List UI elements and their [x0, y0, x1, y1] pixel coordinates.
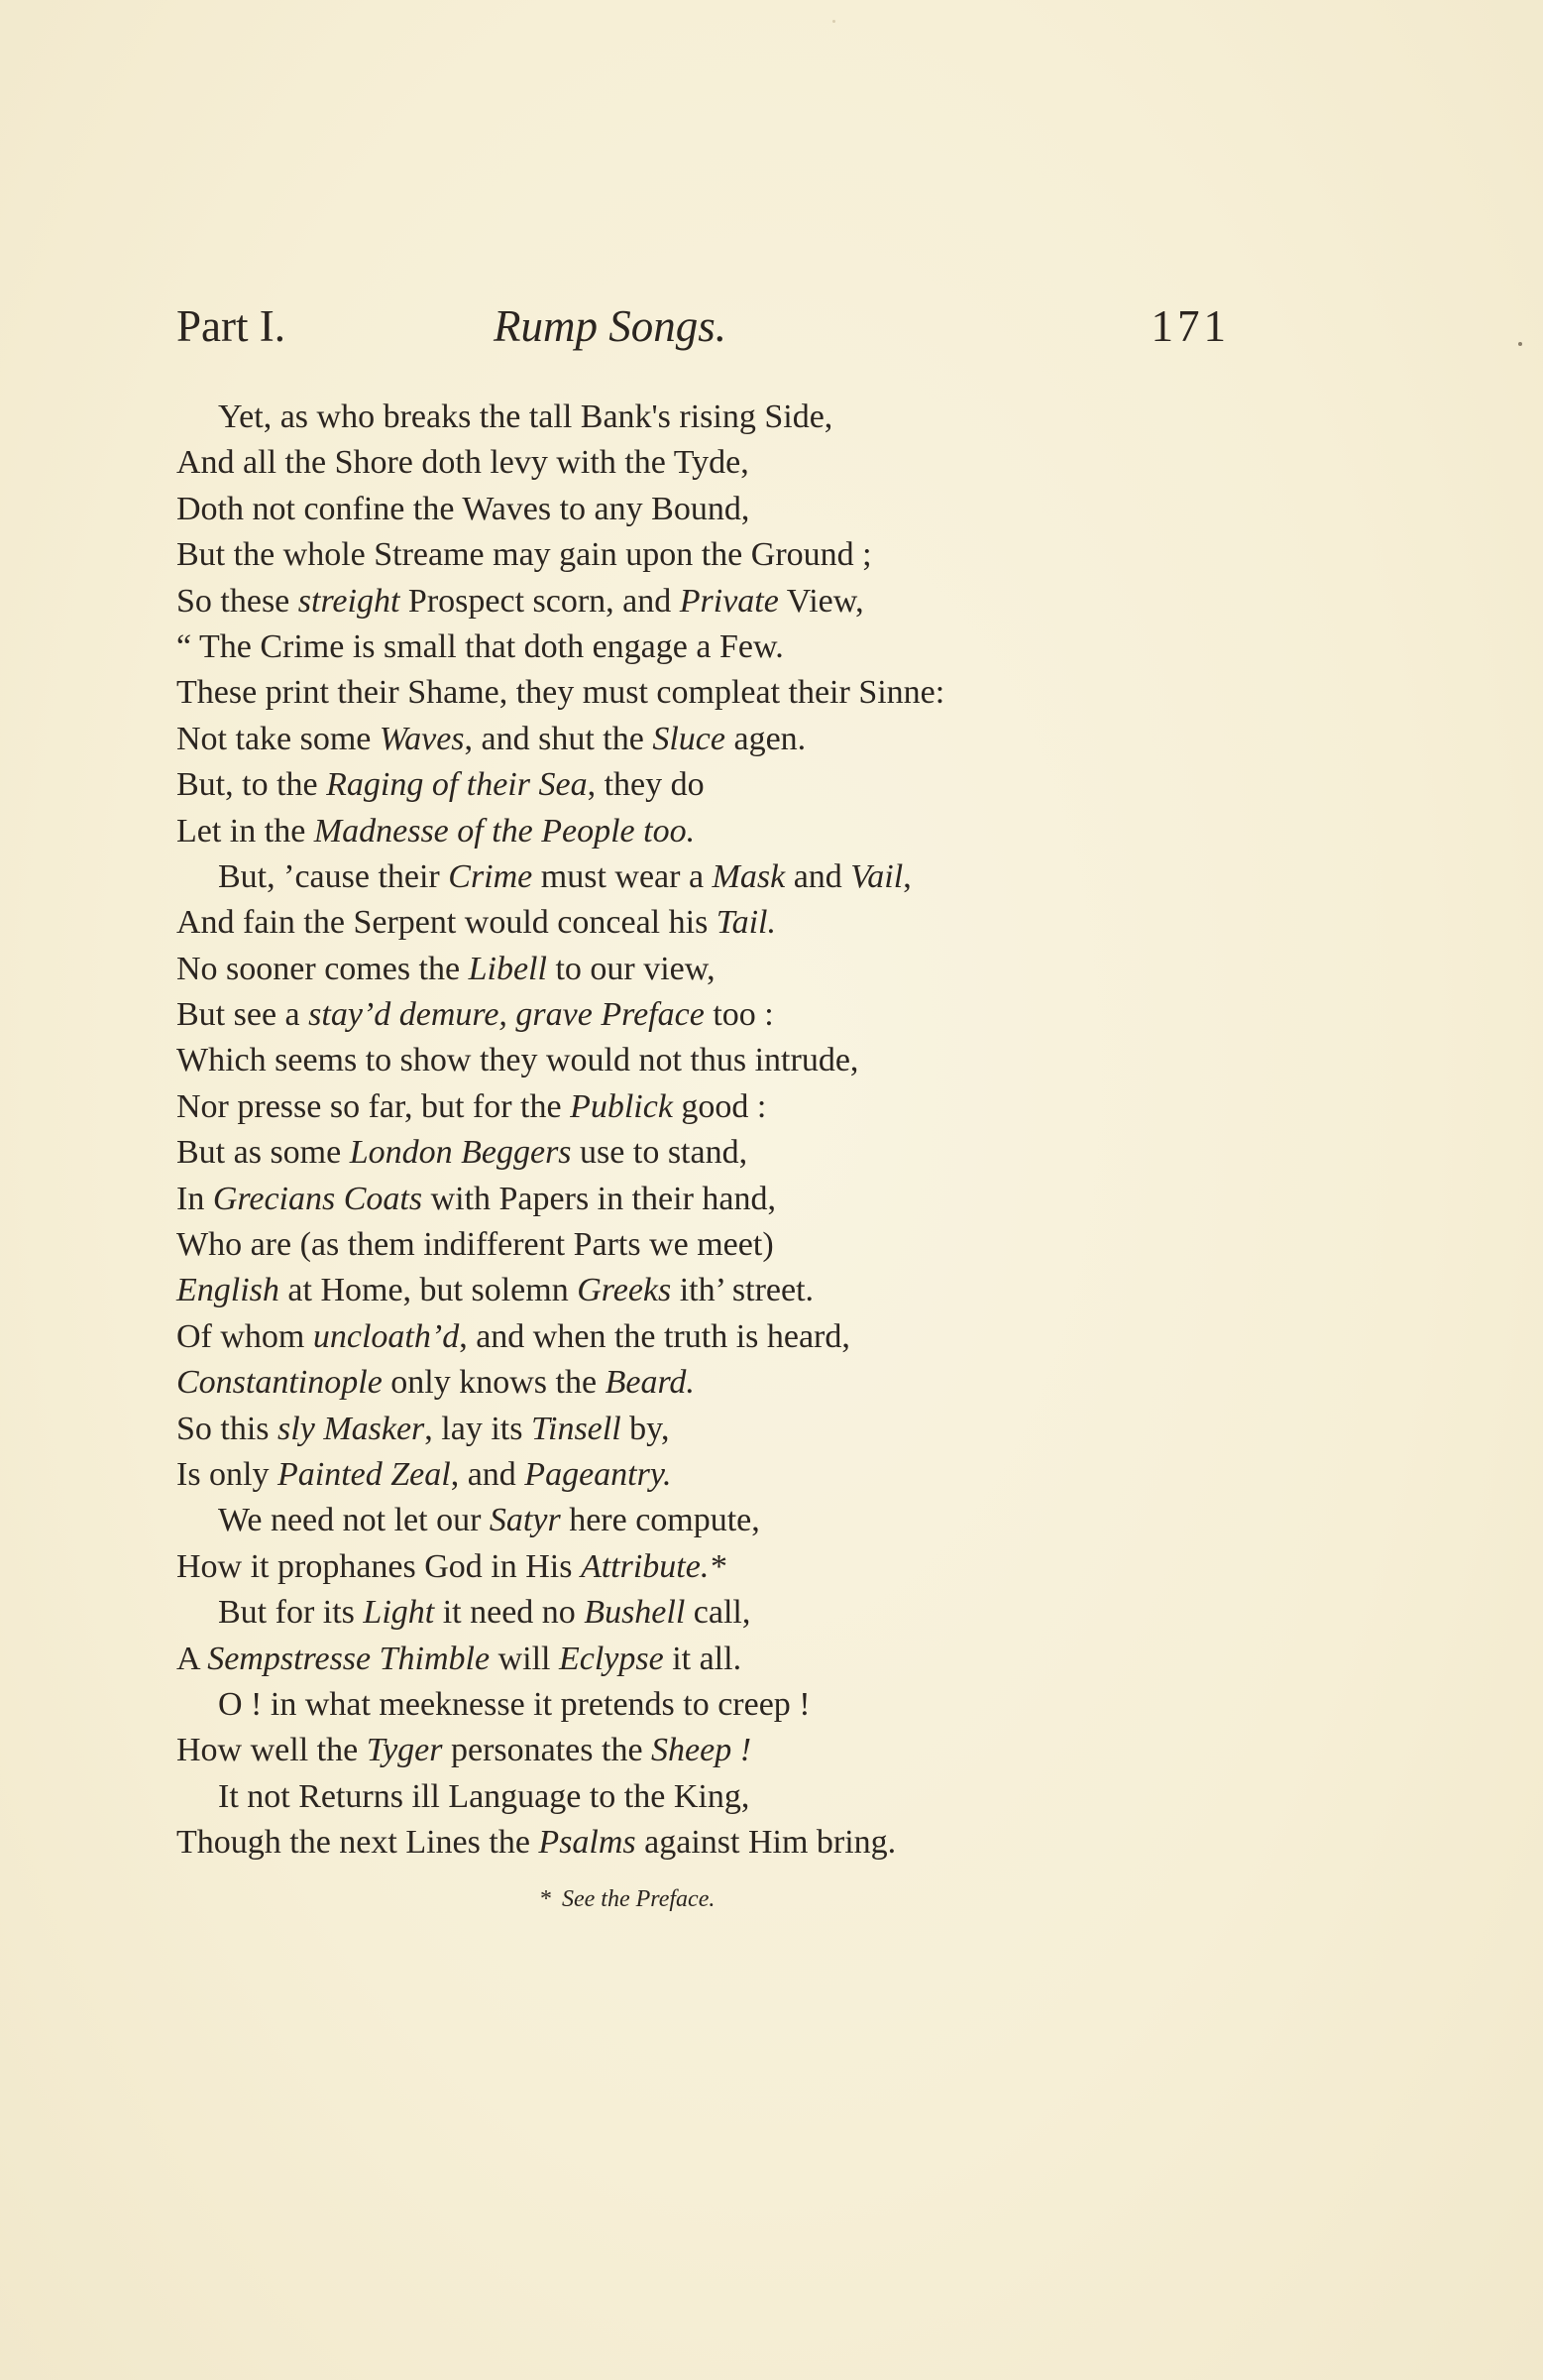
italic-text: Psalms — [538, 1824, 636, 1862]
italic-text: Publick — [570, 1087, 673, 1125]
line-text: Let in the — [176, 812, 314, 850]
line-text: personates the — [442, 1732, 652, 1769]
line-text: , and shut the — [464, 720, 653, 757]
line-text: We need not let our — [218, 1502, 490, 1539]
line-text: In — [176, 1180, 213, 1217]
line-text: But the whole Streame may gain upon the Ground ; — [176, 536, 872, 574]
italic-text: Sempstresse Thimble — [207, 1640, 491, 1677]
line-text: here compute, — [560, 1502, 760, 1539]
poem-line — [176, 809, 1167, 854]
poem-line — [176, 1452, 1167, 1498]
italic-text: London Beggers — [349, 1134, 572, 1172]
poem-line — [176, 1728, 1167, 1773]
line-text: , and — [450, 1455, 525, 1493]
running-title: Rump Songs. — [494, 301, 726, 351]
line-text: and — [785, 857, 851, 895]
italic-text: Libell — [468, 950, 547, 987]
italic-text: English — [176, 1272, 279, 1309]
footnote-marker: * — [540, 1886, 552, 1912]
italic-text: Eclypse — [558, 1640, 664, 1677]
line-text: “ The Crime is small that doth engage a Few. — [176, 627, 784, 665]
running-header — [176, 300, 1230, 370]
paper-speck — [1518, 342, 1522, 346]
part-label: Part I. — [176, 301, 285, 351]
line-text: Doth not confine the Waves to any Bound, — [176, 490, 750, 527]
poem-line — [176, 1177, 1167, 1222]
italic-text: Light — [363, 1594, 435, 1632]
poem-line — [176, 854, 1167, 900]
line-text: No sooner comes the — [176, 950, 469, 987]
poem-body — [176, 395, 1167, 1867]
line-text: will — [490, 1640, 559, 1677]
poem-line — [176, 992, 1167, 1038]
line-text: So these — [176, 582, 298, 620]
line-text: , — [903, 857, 912, 895]
poem-line — [176, 1774, 1167, 1820]
line-text: with Papers in their hand, — [422, 1180, 777, 1217]
italic-text: Vail — [850, 857, 904, 895]
line-text: Is only — [176, 1455, 277, 1493]
poem-line — [176, 670, 1167, 716]
line-text: And all the Shore doth levy with the Tyde, — [176, 444, 749, 482]
line-text: Nor presse so far, but for the — [176, 1087, 571, 1125]
poem-line — [176, 1222, 1167, 1268]
line-text: at Home, but solemn — [278, 1272, 578, 1309]
poem-line — [176, 1820, 1167, 1866]
italic-text: Pageantry. — [524, 1455, 672, 1493]
poem-line — [176, 1544, 1167, 1590]
poem-line — [176, 440, 1167, 486]
italic-text: Tinsell — [530, 1410, 621, 1447]
poem-line — [176, 762, 1167, 808]
italic-text: uncloath’d — [312, 1317, 460, 1355]
italic-text: Attribute.* — [580, 1547, 726, 1585]
poem-line — [176, 395, 1167, 440]
poem-line — [176, 1407, 1167, 1452]
line-text: View, — [778, 582, 864, 620]
line-text: it need no — [434, 1594, 585, 1632]
italic-text: Tail. — [716, 904, 776, 942]
italic-text: Constantinople — [176, 1364, 383, 1402]
line-text: But, ’cause their — [218, 857, 449, 895]
line-text: to our view, — [546, 950, 716, 987]
poem-line — [176, 717, 1167, 762]
italic-text: Private — [679, 582, 779, 620]
poem-line — [176, 1637, 1167, 1682]
poem-line — [176, 624, 1167, 670]
paper-speck — [832, 20, 835, 23]
italic-text: Satyr — [489, 1502, 561, 1539]
line-text: ith’ street. — [671, 1272, 815, 1309]
line-text: Not take some — [176, 720, 380, 757]
poem-line — [176, 1590, 1167, 1636]
line-text: How well the — [176, 1732, 367, 1769]
line-text: call, — [685, 1594, 751, 1632]
poem-line — [176, 1360, 1167, 1406]
line-text: Who are (as them indifferent Parts we meet) — [176, 1226, 774, 1264]
line-text: Though the next Lines the — [176, 1824, 539, 1862]
italic-text: Sheep ! — [651, 1732, 752, 1769]
line-text: O ! in what meeknesse it pretends to creep ! — [218, 1685, 811, 1723]
line-text: it all. — [663, 1640, 742, 1677]
poem-line — [176, 900, 1167, 946]
line-text: It not Returns ill Language to the King, — [218, 1777, 750, 1815]
italic-text: sly Masker — [277, 1410, 425, 1447]
poem-line — [176, 1682, 1167, 1728]
italic-text: Madnesse of the People too. — [313, 812, 696, 850]
poem-line — [176, 487, 1167, 532]
italic-text: Raging of their Sea — [326, 766, 588, 804]
poem-line — [176, 1268, 1167, 1313]
line-text: Of whom — [176, 1317, 313, 1355]
poem-line — [176, 579, 1167, 624]
line-text: good : — [672, 1087, 767, 1125]
footnote-text: See the Preface. — [562, 1886, 716, 1912]
line-text: , lay its — [424, 1410, 531, 1447]
line-text: But as some — [176, 1134, 350, 1172]
page-number: 171 — [1151, 301, 1230, 351]
italic-text: Sluce — [652, 720, 725, 757]
line-text: And fain the Serpent would conceal his — [176, 904, 716, 942]
poem-line — [176, 1498, 1167, 1543]
line-text: Yet, as who breaks the tall Bank's rising Side, — [218, 398, 833, 435]
poem-line — [176, 1130, 1167, 1176]
italic-text: Waves — [379, 720, 465, 757]
line-text: These print their Shame, they must compleat their Sinne: — [176, 674, 945, 712]
line-text: must wear a — [532, 857, 713, 895]
italic-text: Bushell — [584, 1594, 686, 1632]
poem-line — [176, 1084, 1167, 1130]
line-text: only knows the — [382, 1364, 606, 1402]
line-text: But for its — [218, 1594, 364, 1632]
italic-text: Grecians Coats — [212, 1180, 423, 1217]
italic-text: Painted Zeal — [277, 1455, 451, 1493]
line-text: use to stand, — [571, 1134, 748, 1172]
poem-line — [176, 947, 1167, 992]
line-text: , they do — [587, 766, 705, 804]
italic-text: Tyger — [366, 1732, 443, 1769]
line-text: How it prophanes God in His — [176, 1547, 581, 1585]
line-text: , and when the truth is heard, — [459, 1317, 850, 1355]
line-text: against Him bring. — [635, 1824, 897, 1862]
poem-line — [176, 532, 1167, 578]
line-text: agen. — [724, 720, 807, 757]
line-text: Which seems to show they would not thus intrude, — [176, 1042, 859, 1079]
italic-text: streight — [297, 582, 400, 620]
italic-text: Crime — [448, 857, 533, 895]
italic-text: Beard. — [605, 1364, 695, 1402]
line-text: A — [176, 1640, 208, 1677]
italic-text: stay’d demure, grave Preface — [308, 996, 705, 1034]
line-text: So this — [176, 1410, 278, 1447]
line-text: But, to the — [176, 766, 327, 804]
poem-line — [176, 1038, 1167, 1083]
line-text: Prospect scorn, and — [399, 582, 680, 620]
line-text: too : — [704, 996, 774, 1034]
italic-text: Mask — [712, 857, 786, 895]
line-text: by, — [620, 1410, 670, 1447]
italic-text: Greeks — [577, 1272, 672, 1309]
line-text: But see a — [176, 996, 309, 1034]
poem-line — [176, 1314, 1167, 1360]
footnote — [540, 1886, 715, 1913]
